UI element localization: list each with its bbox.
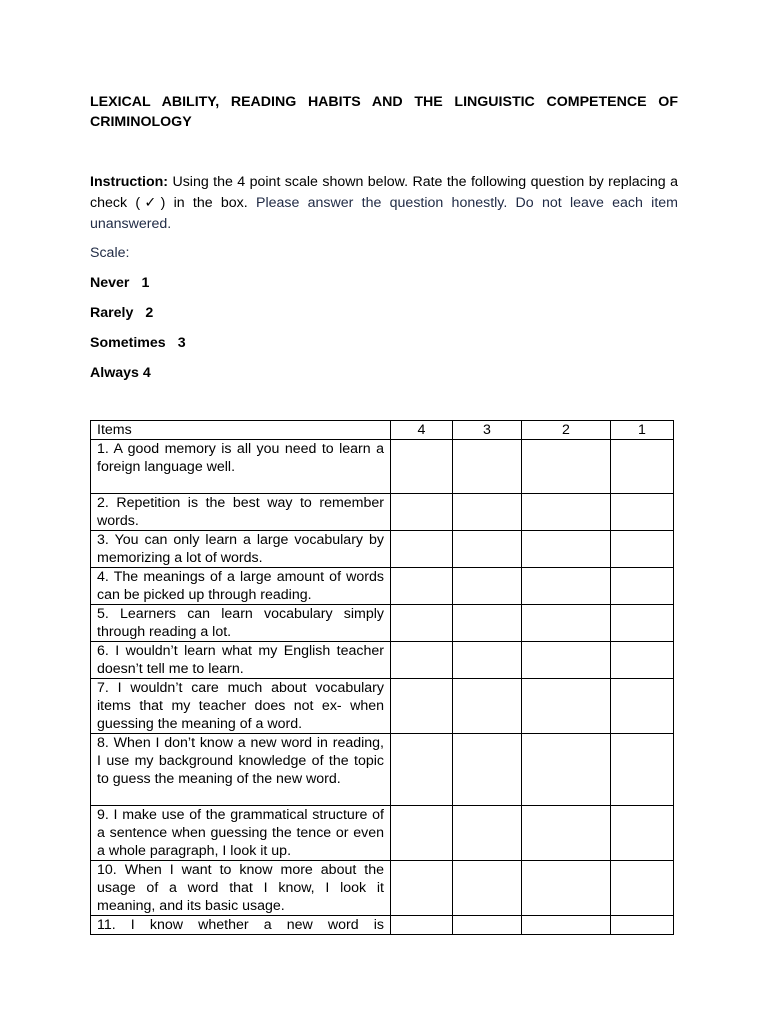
item-text: 9. I make use of the grammatical structure of a sentence when guessing the tence or even a whole paragraph, I look it up. xyxy=(91,806,391,861)
table-row xyxy=(91,734,674,806)
instruction-label: Instruction: xyxy=(90,174,169,190)
rating-cell-4[interactable] xyxy=(391,494,453,531)
rating-cell-2[interactable] xyxy=(522,568,611,605)
rating-cell-1[interactable] xyxy=(611,642,674,679)
table-row xyxy=(91,806,674,861)
table-row xyxy=(91,861,674,916)
rating-cell-4[interactable] xyxy=(391,642,453,679)
header-2: 2 xyxy=(522,421,611,440)
scale-never-label: Never xyxy=(90,275,130,291)
rating-cell-2[interactable] xyxy=(522,440,611,494)
rating-cell-1[interactable] xyxy=(611,494,674,531)
scale-rarely xyxy=(90,303,678,324)
item-text: 11. I know whether a new word is xyxy=(91,916,391,935)
table-row xyxy=(91,605,674,642)
scale-always xyxy=(90,363,678,384)
rating-cell-1[interactable] xyxy=(611,440,674,494)
rating-cell-2[interactable] xyxy=(522,806,611,861)
scale-always-label: Always xyxy=(90,365,139,381)
rating-cell-1[interactable] xyxy=(611,916,674,935)
item-text: 8. When I don’t know a new word in reading, I use my background knowledge of the topic to guess the meaning of the new word. xyxy=(91,734,391,806)
rating-cell-2[interactable] xyxy=(522,679,611,734)
item-text: 6. I wouldn’t learn what my English teacher doesn’t tell me to learn. xyxy=(91,642,391,679)
rating-cell-2[interactable] xyxy=(522,916,611,935)
document-title: LEXICAL ABILITY, READING HABITS AND THE LINGUISTIC COMPETENCE OF CRIMINOLOGY xyxy=(90,94,678,130)
scale-sometimes xyxy=(90,333,678,354)
header-3: 3 xyxy=(453,421,522,440)
item-text: 3. You can only learn a large vocabulary by memorizing a lot of words. xyxy=(91,531,391,568)
rating-cell-4[interactable] xyxy=(391,679,453,734)
scale-sometimes-label: Sometimes xyxy=(90,335,166,351)
table-row xyxy=(91,642,674,679)
rating-cell-3[interactable] xyxy=(453,734,522,806)
rating-cell-2[interactable] xyxy=(522,642,611,679)
rating-cell-3[interactable] xyxy=(453,806,522,861)
instruction-paragraph xyxy=(90,172,678,235)
scale-rarely-label: Rarely xyxy=(90,305,134,321)
rating-cell-1[interactable] xyxy=(611,568,674,605)
table-row xyxy=(91,916,674,935)
rating-cell-3[interactable] xyxy=(453,642,522,679)
header-4: 4 xyxy=(391,421,453,440)
item-text: 1. A good memory is all you need to learn a foreign language well. xyxy=(91,440,391,494)
rating-cell-1[interactable] xyxy=(611,861,674,916)
scale-never-value: 1 xyxy=(141,275,150,291)
rating-cell-1[interactable] xyxy=(611,605,674,642)
document-page xyxy=(90,92,678,384)
scale-never xyxy=(90,273,678,294)
rating-cell-3[interactable] xyxy=(453,679,522,734)
rating-cell-3[interactable] xyxy=(453,440,522,494)
rating-cell-1[interactable] xyxy=(611,734,674,806)
rating-cell-4[interactable] xyxy=(391,605,453,642)
rating-cell-1[interactable] xyxy=(611,531,674,568)
item-text: 5. Learners can learn vocabulary simply through reading a lot. xyxy=(91,605,391,642)
table-row xyxy=(91,531,674,568)
table-row xyxy=(91,679,674,734)
table-header-row xyxy=(91,421,674,440)
rating-cell-3[interactable] xyxy=(453,531,522,568)
header-items: Items xyxy=(91,421,391,440)
rating-cell-4[interactable] xyxy=(391,440,453,494)
item-text: 2. Repetition is the best way to remember words. xyxy=(91,494,391,531)
rating-cell-4[interactable] xyxy=(391,806,453,861)
rating-cell-2[interactable] xyxy=(522,531,611,568)
item-text: 7. I wouldn’t care much about vocabulary items that my teacher does not ex- when guessing the meaning of a word. xyxy=(91,679,391,734)
table-row xyxy=(91,568,674,605)
rating-cell-2[interactable] xyxy=(522,734,611,806)
rating-cell-1[interactable] xyxy=(611,806,674,861)
item-text: 4. The meanings of a large amount of words can be picked up through reading. xyxy=(91,568,391,605)
scale-label: Scale: xyxy=(90,245,130,261)
instruction-text-b: Please answer the question honestly. Do not leave each item unanswered. xyxy=(90,195,678,232)
instruction-text-a: Using the 4 point scale shown below. Rate the following question by replacing a check (✓) in the box. xyxy=(90,174,678,211)
scale-rarely-value: 2 xyxy=(145,305,154,321)
rating-cell-2[interactable] xyxy=(522,605,611,642)
rating-cell-3[interactable] xyxy=(453,494,522,531)
table-row xyxy=(91,494,674,531)
rating-cell-3[interactable] xyxy=(453,605,522,642)
rating-cell-4[interactable] xyxy=(391,916,453,935)
rating-cell-3[interactable] xyxy=(453,568,522,605)
rating-cell-2[interactable] xyxy=(522,861,611,916)
rating-cell-4[interactable] xyxy=(391,568,453,605)
rating-cell-1[interactable] xyxy=(611,679,674,734)
rating-cell-2[interactable] xyxy=(522,494,611,531)
scale-always-value: 4 xyxy=(142,365,151,381)
table-row xyxy=(91,440,674,494)
rating-cell-3[interactable] xyxy=(453,916,522,935)
rating-cell-4[interactable] xyxy=(391,734,453,806)
header-1: 1 xyxy=(611,421,674,440)
rating-table xyxy=(90,420,674,935)
rating-cell-4[interactable] xyxy=(391,531,453,568)
rating-cell-3[interactable] xyxy=(453,861,522,916)
item-text: 10. When I want to know more about the usage of a word that I know, I look it meaning, and its basic usage. xyxy=(91,861,391,916)
rating-cell-4[interactable] xyxy=(391,861,453,916)
scale-sometimes-value: 3 xyxy=(177,335,186,351)
